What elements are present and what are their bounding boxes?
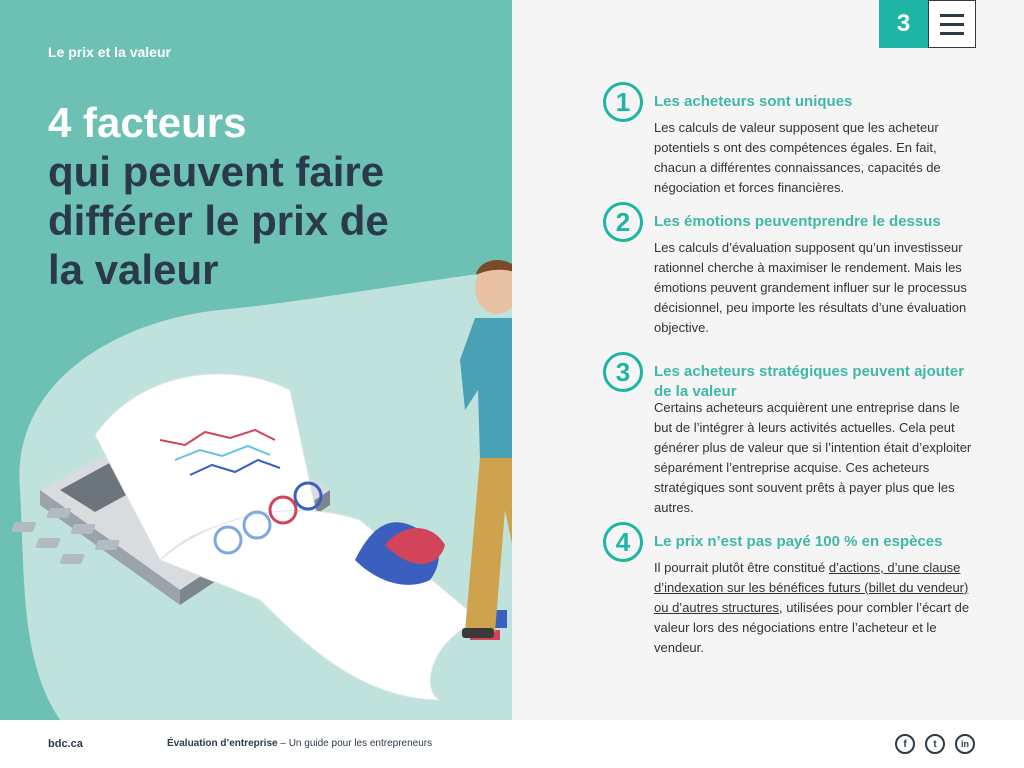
title-line-4: la valeur (48, 246, 219, 293)
page-number: 3 (879, 0, 928, 48)
factor-item-2 (603, 202, 983, 342)
factor-title-2: Les émotions peuventprendre le dessus (654, 213, 941, 230)
footer (0, 720, 1024, 768)
guide-title: Évaluation d’entreprise (167, 738, 278, 749)
hamburger-menu-icon[interactable] (928, 0, 976, 48)
calculator-and-man-illustration (0, 260, 512, 720)
factor-body-4 (654, 558, 979, 658)
factor-body-2: Les calculs d’évaluation supposent qu’un investisseur rationnel cherche à maximiser le rendement. Mais les émotions peuvent grandement influer sur le processus décisionnel, peu importe les résultats d’une évaluation objective. (654, 240, 967, 335)
hero-panel (0, 0, 512, 720)
factor-body-4-post: , utilisées pour combler l’écart de valeur lors des négociations entre l’acheteur et le vendeur. (654, 600, 970, 655)
number-badge-3: 3 (603, 352, 643, 392)
factor-title-1: Les acheteurs sont uniques (654, 93, 853, 110)
guide-subtitle: – Un guide pour les entrepreneurs (277, 738, 433, 749)
footer-guide-title (167, 738, 432, 749)
factor-item-3 (603, 352, 983, 522)
factor-body-3: Certains acheteurs acquièrent une entreprise dans le but de l’intégrer à leurs activités actuelles. Cela peut générer plus de valeur que si l’intention était d’exploiter séparément l’entreprise acquise. Ces acheteurs stratégiques sont souvent prêts à payer plus que les autres. (654, 400, 972, 515)
factor-body-4-pre: Il pourrait plutôt être constitué (654, 560, 829, 575)
structures-link[interactable]: d’actions, d’une clause d’indexation sur les bénéfices futurs (billet du vendeur) ou d’autres structures (654, 560, 969, 615)
footer-brand-link[interactable]: bdc.ca (48, 738, 83, 750)
factor-title-3: Les acheteurs stratégiques peuvent ajouter de la valeur (654, 363, 965, 400)
title-line-1: 4 facteurs (48, 99, 247, 146)
section-eyebrow: Le prix et la valeur (48, 44, 171, 60)
menu-bar (940, 32, 964, 35)
factor-item-4 (603, 522, 983, 662)
menu-bar (940, 14, 964, 17)
facebook-icon[interactable]: f (895, 734, 915, 754)
number-badge-2: 2 (603, 202, 643, 242)
linkedin-icon[interactable]: in (955, 734, 975, 754)
number-badge-1: 1 (603, 82, 643, 122)
title-line-3: différer le prix de (48, 197, 389, 244)
factor-item-1 (603, 82, 983, 202)
twitter-icon[interactable]: t (925, 734, 945, 754)
title-line-2: qui peuvent faire (48, 148, 385, 195)
menu-bar (940, 23, 964, 26)
number-badge-4: 4 (603, 522, 643, 562)
factor-title-4: Le prix n’est pas payé 100 % en espèces (654, 533, 943, 550)
factor-body-1: Les calculs de valeur supposent que les acheteur potentiels s ont des compétences égales. En fait, chacun a différentes connaissances, capacités de négociation et forces financières. (654, 120, 941, 195)
